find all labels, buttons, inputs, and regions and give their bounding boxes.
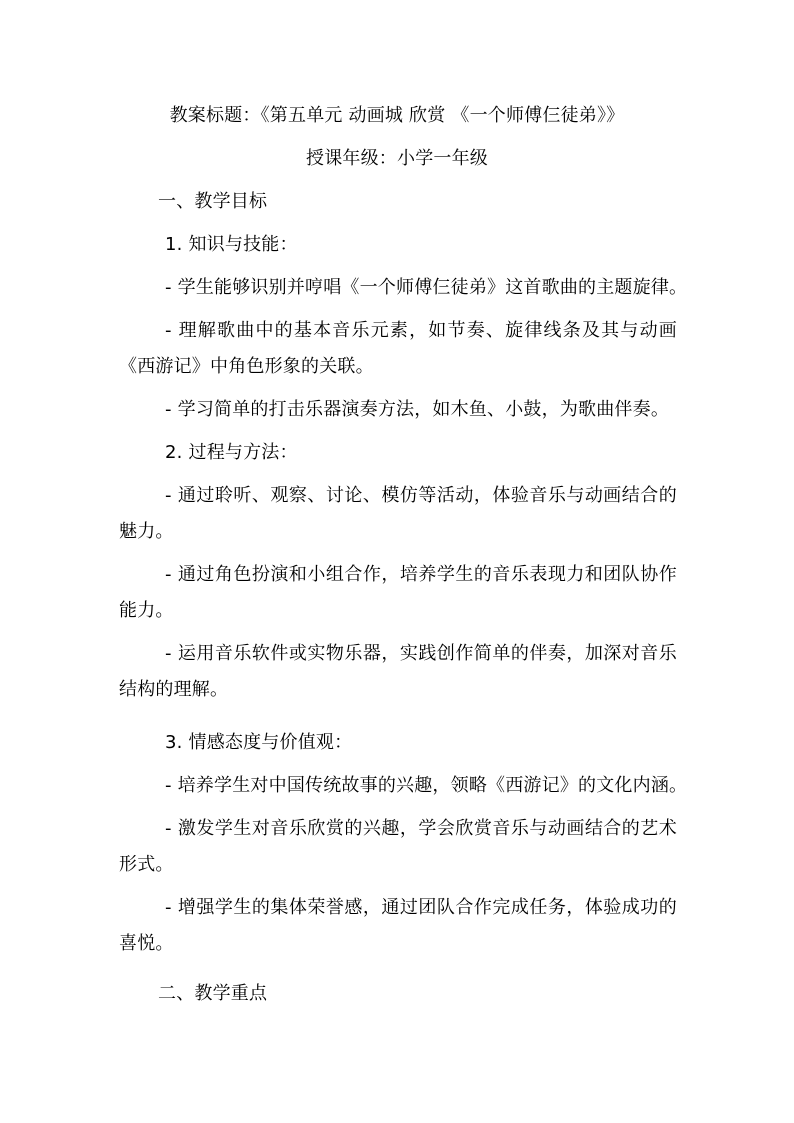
section-heading-key-points: 二、教学重点 (158, 983, 268, 1004)
paragraph-line: - 激发学生对音乐欣赏的兴趣，学会欣赏音乐与动画结合的艺术 (165, 818, 677, 839)
paragraph-line: 形式。 (119, 854, 174, 875)
paragraph-line: - 增强学生的集体荣誉感，通过团队合作完成任务，体验成功的 (165, 897, 677, 918)
paragraph-line: 《西游记》中角色形象的关联。 (119, 356, 374, 377)
paragraph-line: - 通过聆听、观察、讨论、模仿等活动，体验音乐与动画结合的 (165, 485, 677, 506)
paragraph-line: - 运用音乐软件或实物乐器，实践创作简单的伴奏，加深对音乐 (165, 643, 677, 664)
paragraph-line: 魅力。 (119, 521, 174, 542)
subheading-attitudes-values: 3. 情感态度与价值观： (165, 732, 353, 753)
paragraph-line: - 学习简单的打击乐器演奏方法，如木鱼、小鼓，为歌曲伴奏。 (165, 399, 670, 420)
lesson-title: 教案标题：《第五单元 动画城 欣赏 《一个师傅仨徒弟》》 (169, 105, 625, 126)
subheading-knowledge-skills: 1. 知识与技能： (165, 234, 298, 255)
paragraph-line: - 学生能够识别并哼唱《一个师傅仨徒弟》这首歌曲的主题旋律。 (165, 277, 688, 298)
section-heading-objectives: 一、教学目标 (158, 191, 268, 212)
subheading-process-methods: 2. 过程与方法： (165, 442, 298, 463)
paragraph-line: - 培养学生对中国传统故事的兴趣，领略《西游记》的文化内涵。 (165, 775, 688, 796)
paragraph-line: 喜悦。 (119, 933, 174, 954)
paragraph-line: 能力。 (119, 600, 174, 621)
paragraph-line: 结构的理解。 (119, 679, 229, 700)
paragraph-line: - 通过角色扮演和小组合作，培养学生的音乐表现力和团队协作 (165, 564, 677, 585)
grade-line: 授课年级：小学一年级 (306, 148, 488, 169)
paragraph-line: - 理解歌曲中的基本音乐元素，如节奏、旋律线条及其与动画 (165, 320, 677, 341)
